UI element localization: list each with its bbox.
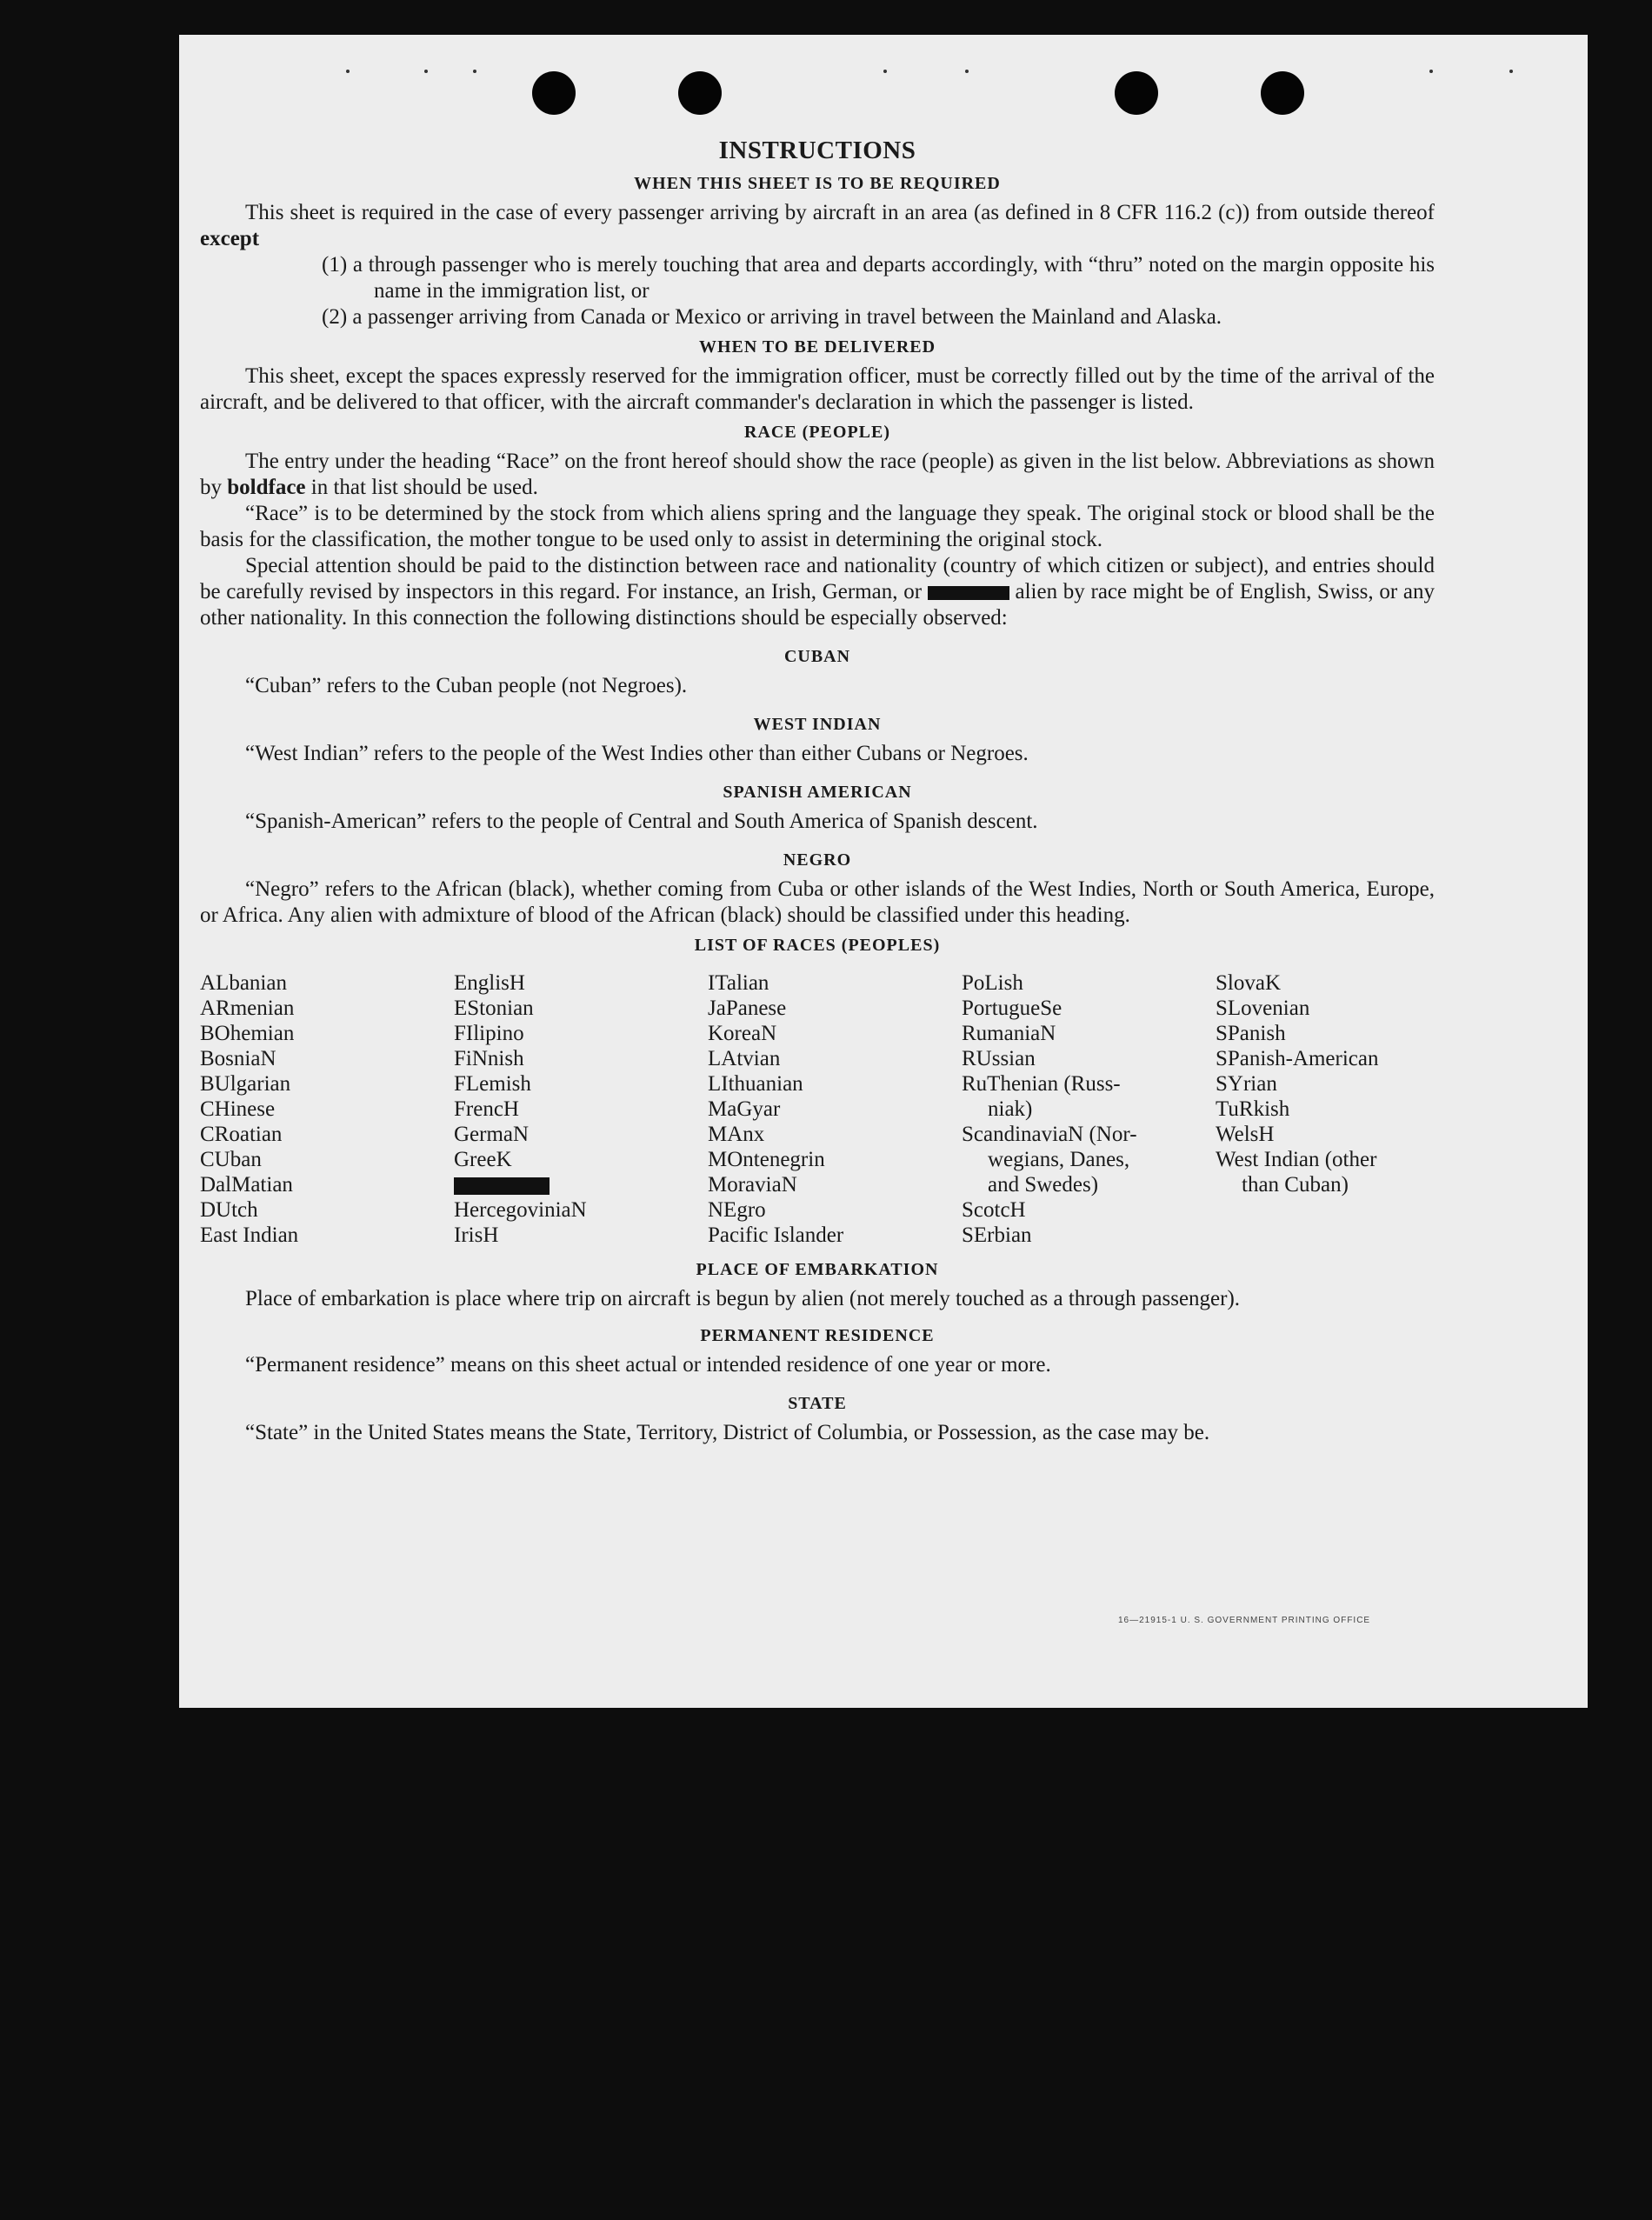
race-entry: CHinese [200,1097,276,1121]
race-entry: ScotcH [962,1198,1026,1222]
race-column [708,970,962,1248]
race-entry: WelsH [1216,1123,1275,1146]
race-entry: LAtvian [708,1047,781,1070]
race-entry: BUlgarian [200,1072,291,1096]
race-entry: EnglisH [454,971,525,995]
speck [473,70,476,73]
race-entry: MOntenegrin [708,1148,825,1171]
race-entry: PoLish [962,971,1023,995]
paragraph: “Spanish-American” refers to the people of Central and South America of Spanish descent. [245,810,1038,833]
speck [424,70,428,73]
race-entry: RumaniaN [962,1022,1056,1045]
speck [1509,70,1513,73]
race-entry: MoraviaN [708,1173,797,1197]
race-entry: FIlipino [454,1022,524,1045]
race-entry: EStonian [454,997,534,1020]
race-entry: East Indian [200,1223,299,1247]
race-entry: RUssian [962,1047,1036,1070]
race-entry: ALbanian [200,971,287,995]
paragraph: “West Indian” refers to the people of the West Indies other than either Cubans or Negroes. [245,742,1029,765]
punch-hole [532,71,576,115]
race-entry: FLemish [454,1072,531,1096]
section-heading: WEST INDIAN [753,715,882,734]
paragraph: Special attention should be paid to the distinction between race and nationality (country of which citizen or subject), and entries should be carefully revised by inspectors in this regard. For instance, an Irish, German, or alien by race might be of English, Swiss, or any other nationality. In this connection the following distinctions should be especially observed: [200,554,1436,630]
section-heading: LIST OF RACES (PEOPLES) [694,936,941,955]
speck [346,70,350,73]
race-entry: TuRkish [1216,1097,1290,1121]
race-entry: CUban [200,1148,262,1171]
section-heading: PERMANENT RESIDENCE [700,1326,935,1345]
list-item: (1) a through passenger who is merely touching that area and departs accordingly, with “thru” noted on the margin opposite his name in the immigration list, or [322,253,1435,303]
printer-imprint: 16—21915-1 U. S. GOVERNMENT PRINTING OFFICE [1118,1616,1371,1625]
race-entry: MaGyar [708,1097,781,1121]
redaction-mark [454,1177,550,1195]
race-entry: MAnx [708,1123,765,1146]
race-entry: NEgro [708,1198,766,1222]
section-heading: PLACE OF EMBARKATION [696,1260,939,1279]
paragraph: “State” in the United States means the State, Territory, District of Columbia, or Possession, as the case may be. [245,1421,1210,1444]
paragraph: “Cuban” refers to the Cuban people (not Negroes). [245,674,688,697]
paragraph: Place of embarkation is place where trip on aircraft is begun by alien (not merely touched as a through passenger). [245,1287,1241,1310]
race-entry: ScandinaviaN (Nor- [962,1123,1137,1146]
instruction-sheet [179,35,1588,1708]
race-entry: CRoatian [200,1123,283,1146]
race-entry: SYrian [1216,1072,1277,1096]
race-entry: FrencH [454,1097,519,1121]
section-heading: CUBAN [783,647,851,666]
section-heading: WHEN THIS SHEET IS TO BE REQUIRED [634,174,1001,193]
paragraph: This sheet, except the spaces expressly reserved for the immigration officer, must be correctly filled out by the time of the arrival of the aircraft, and be delivered to that officer, with the aircraft commander's declaration in which the passenger is listed. [200,364,1435,414]
speck [965,70,969,73]
punch-hole [1115,71,1158,115]
section-heading: SPANISH AMERICAN [723,783,912,802]
race-entry: HercegoviniaN [454,1198,587,1222]
race-column [962,970,1216,1248]
instructions-body [200,137,1435,1446]
paragraph: “Race” is to be determined by the stock from which aliens spring and the language they speak. The original stock or blood shall be the basis for the classification, the mother tongue to be used only to assist in determining the original stock. [200,502,1435,551]
race-entry: wegians, Danes, [988,1148,1130,1171]
race-entry: BosniaN [200,1047,276,1070]
race-entry: PortugueSe [962,997,1062,1020]
paragraph: “Negro” refers to the African (black), whether coming from Cuba or other islands of the West Indies, North or South America, Europe, or Africa. Any alien with admixture of blood of the African (black) should be classified under this heading. [200,877,1435,927]
paragraph: The entry under the heading “Race” on the front hereof should show the race (people) as given in the list below. Abbreviations as shown by boldface in that list should be used. [200,450,1435,499]
race-entry: BOhemian [200,1022,295,1045]
section-heading: RACE (PEOPLE) [744,423,890,442]
redaction-mark [928,586,1009,600]
race-entry: SErbian [962,1223,1032,1247]
punch-hole [1261,71,1304,115]
race-entry: SPanish [1216,1022,1286,1045]
page-title: INSTRUCTIONS [718,137,916,164]
race-entry: LIthuanian [708,1072,803,1096]
race-entry: West Indian (other [1216,1148,1377,1171]
race-entry: JaPanese [708,997,787,1020]
race-entry-redacted [454,1172,708,1197]
list-item: (2) a passenger arriving from Canada or Mexico or arriving in travel between the Mainland and Alaska. [322,305,1222,329]
race-entry: SPanish-American [1216,1047,1379,1070]
race-entry: GermaN [454,1123,530,1146]
race-column [454,970,708,1248]
race-entry: than Cuban) [1242,1173,1349,1197]
race-entry: Pacific Islander [708,1223,844,1247]
section-heading: WHEN TO BE DELIVERED [698,337,936,357]
race-entry: niak) [988,1097,1033,1121]
race-entry: FiNnish [454,1047,524,1070]
race-entry: ITalian [708,971,769,995]
section-heading: STATE [788,1394,847,1413]
speck [883,70,887,73]
race-entry: IrisH [454,1223,499,1247]
race-entry: DalMatian [200,1173,293,1197]
race-entry: SlovaK [1216,971,1281,995]
paragraph: “Permanent residence” means on this sheet actual or intended residence of one year or more. [245,1353,1051,1377]
race-entry: KoreaN [708,1022,777,1045]
race-entry: and Swedes) [988,1173,1099,1197]
race-entry: ARmenian [200,997,295,1020]
race-entry: RuThenian (Russ- [962,1072,1121,1096]
paragraph: This sheet is required in the case of every passenger arriving by aircraft in an area (as defined in 8 CFR 116.2 (c)) from outside thereof except [200,201,1435,250]
race-list [200,970,1435,1248]
race-column [1216,970,1435,1248]
section-heading: NEGRO [783,850,852,870]
punch-hole [678,71,722,115]
race-column [200,970,454,1248]
race-entry: DUtch [200,1198,258,1222]
race-entry: GreeK [454,1148,512,1171]
race-entry: SLovenian [1216,997,1310,1020]
speck [1429,70,1433,73]
